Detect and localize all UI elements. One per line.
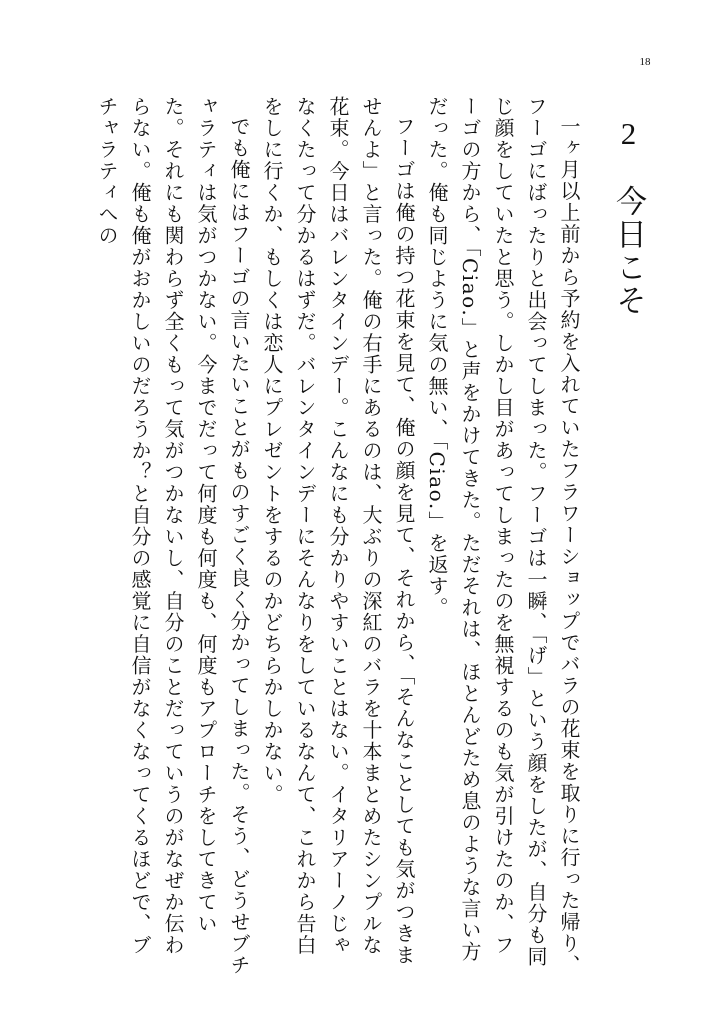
chapter-number: 2	[620, 118, 637, 149]
chapter-title: 今日こそ	[610, 185, 646, 317]
paragraph: でも俺にはフーゴの言いたいことがものすごく良く分かってしまった。そう、どうせブチャラティは気がつかない。今までだって何度も何度も、何度もアプローチをしてきていた。それにも関わらず全くもって気がつかないし、自分のことだっていうのがなぜか伝わらない。俺も俺がおかしいのだろうか？と自分の感覚に自信がなくなってくるほどで、ブチャラティへの	[95, 96, 251, 976]
body-text	[95, 96, 585, 976]
paragraph: 一ヶ月以上前から予約を入れていたフラワーショップでバラの花束を取りに行った帰り、フーゴにばったりと出会ってしまった。フーゴは一瞬、「げ」という顔をしたが、自分も同じ顔をしていたと思う。しかし目があってしまったのを無視するのも気が引けたのか、フーゴの方から、「Ciao.」と声をかけてきた。ただそれは、ほとんどため息のような言い方だった。俺も同じように気の無い、「Ciao.」を返す。	[425, 96, 581, 976]
paragraph: フーゴは俺の持つ花束を見て、俺の顔を見て、それから、「そんなことしても気がつきませんよ」と言った。俺の右手にあるのは、大ぶりの深紅のバラを十本まとめたシンプルな花束。今日はバレンタインデー。こんなにも分かりやすいことはない。イタリアーノじゃなくたって分かるはずだ。バレンタインデーにそんなりをしているなんて、これから告白をしに行くか、もしくは恋人にプレゼントをするのかどちらかしかない。	[260, 96, 416, 966]
page-number: 18	[639, 56, 651, 68]
chapter-heading	[595, 118, 661, 317]
